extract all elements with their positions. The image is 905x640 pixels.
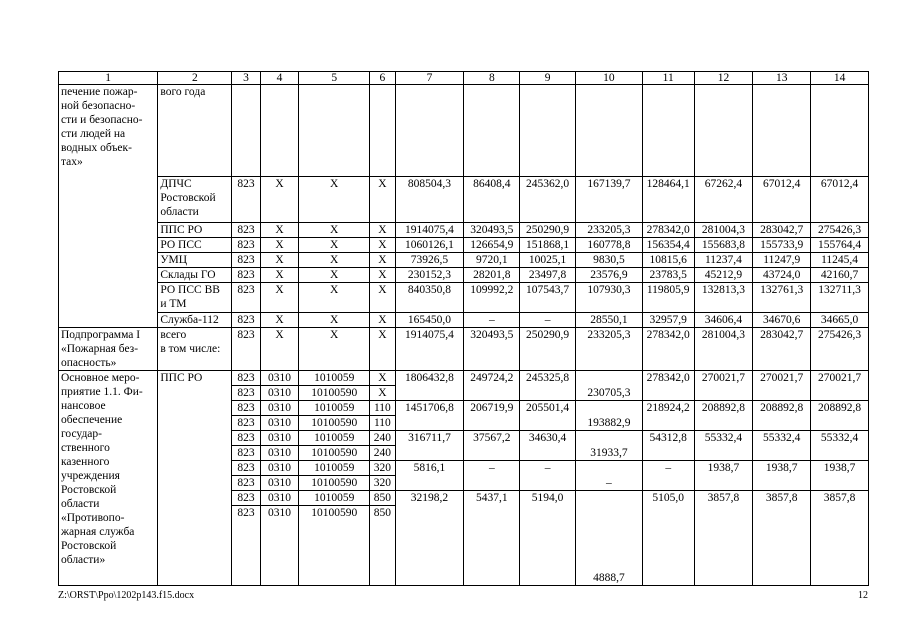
- table-cell: Х: [370, 268, 395, 283]
- table-cell: 320493,5: [464, 328, 520, 371]
- column-number: 3: [232, 72, 260, 85]
- table-cell: 0310: [260, 506, 299, 586]
- table-cell: 270021,7: [694, 371, 753, 401]
- table-cell: [811, 85, 869, 177]
- table-cell: 230152,3: [395, 268, 464, 283]
- table-cell: 67262,4: [694, 177, 753, 223]
- table-cell: 10815,6: [642, 253, 694, 268]
- table-cell: Х: [370, 238, 395, 253]
- table-cell: 34606,4: [694, 313, 753, 328]
- table-cell: 10025,1: [520, 253, 576, 268]
- table-row: [59, 253, 869, 268]
- table-cell: 850: [370, 491, 395, 506]
- table-cell: 9720,1: [464, 253, 520, 268]
- table-cell: 45212,9: [694, 268, 753, 283]
- executor: РО ПСС ВВ и ТМ: [158, 283, 232, 313]
- table-cell: 283042,7: [753, 223, 811, 238]
- table-cell: 1010059: [299, 371, 370, 386]
- executor: РО ПСС: [158, 238, 232, 253]
- table-cell: 34630,4: [520, 431, 576, 461]
- table-cell: 1938,7: [694, 461, 753, 491]
- table-cell: 32198,2: [395, 491, 464, 586]
- table-cell: –: [520, 461, 576, 491]
- table-cell: 28550,1: [575, 313, 642, 328]
- table-cell: 1806432,8: [395, 371, 464, 401]
- table-cell: 208892,8: [753, 401, 811, 431]
- table-cell: 110: [370, 416, 395, 431]
- table-cell: 9830,5: [575, 253, 642, 268]
- column-number: 4: [260, 72, 299, 85]
- table-cell: 230705,3: [575, 371, 642, 401]
- table-cell: 34670,6: [753, 313, 811, 328]
- table-cell: 1060126,1: [395, 238, 464, 253]
- table-cell: –: [464, 461, 520, 491]
- table-cell: 208892,8: [811, 401, 869, 431]
- file-path: Z:\ORST\Ppo\1202p143.f15.docx: [58, 590, 195, 601]
- table-cell: 107543,7: [520, 283, 576, 313]
- table-cell: 233205,3: [575, 328, 642, 371]
- table-cell: 23576,9: [575, 268, 642, 283]
- table-cell: 132813,3: [694, 283, 753, 313]
- table-cell: 0310: [260, 491, 299, 506]
- executor: ДПЧС Ростовской области: [158, 177, 232, 223]
- table-cell: Х: [260, 253, 299, 268]
- table-cell: [395, 85, 464, 177]
- table-cell: 823: [232, 223, 260, 238]
- measure-name: Основное меро- приятие 1.1. Фи- нансовое обеспечение государ- ственного казенного учреждения Ростовской области «Противопо- жарная служба Ростовской области»: [59, 371, 158, 586]
- table-cell: 1010059: [299, 401, 370, 416]
- table-cell: 32957,9: [642, 313, 694, 328]
- table-cell: 249724,2: [464, 371, 520, 401]
- table-cell: 823: [232, 491, 260, 506]
- table-cell: 0310: [260, 446, 299, 461]
- table-cell: [299, 85, 370, 177]
- column-number: 8: [464, 72, 520, 85]
- table-cell: 245325,8: [520, 371, 576, 401]
- table-cell: Х: [299, 177, 370, 223]
- table-cell: –: [642, 461, 694, 491]
- table-cell: 4888,7: [575, 491, 642, 586]
- table-cell: Х: [370, 177, 395, 223]
- subprogram-name: Подпрограмма I «Пожарная без- опасность»: [59, 328, 158, 371]
- table-cell: 808504,3: [395, 177, 464, 223]
- table-cell: 823: [232, 506, 260, 586]
- table-cell: 119805,9: [642, 283, 694, 313]
- table-cell: 43724,0: [753, 268, 811, 283]
- table-cell: 0310: [260, 386, 299, 401]
- table-cell: 1010059: [299, 461, 370, 476]
- table-cell: Х: [370, 313, 395, 328]
- table-cell: 23783,5: [642, 268, 694, 283]
- table-cell: 86408,4: [464, 177, 520, 223]
- table-cell: 37567,2: [464, 431, 520, 461]
- column-number: 1: [59, 72, 158, 85]
- table-cell: 1010059: [299, 491, 370, 506]
- table-cell: Х: [260, 177, 299, 223]
- table-cell: 11237,4: [694, 253, 753, 268]
- table-cell: 10100590: [299, 386, 370, 401]
- table-cell: 823: [232, 401, 260, 416]
- table-cell: 1938,7: [811, 461, 869, 491]
- table-cell: 250290,9: [520, 223, 576, 238]
- table-cell: Х: [370, 371, 395, 386]
- table-cell: 823: [232, 253, 260, 268]
- table-cell: 5437,1: [464, 491, 520, 586]
- table-cell: 1914075,4: [395, 223, 464, 238]
- table-cell: 281004,3: [694, 223, 753, 238]
- table-cell: 126654,9: [464, 238, 520, 253]
- table-cell: 823: [232, 177, 260, 223]
- table-cell: 823: [232, 461, 260, 476]
- table-cell: 11247,9: [753, 253, 811, 268]
- column-number: 7: [395, 72, 464, 85]
- table-cell: 3857,8: [694, 491, 753, 586]
- table-cell: 823: [232, 446, 260, 461]
- executor: ППС РО: [158, 223, 232, 238]
- table-cell: 233205,3: [575, 223, 642, 238]
- table-cell: Х: [299, 223, 370, 238]
- table-cell: 205501,4: [520, 401, 576, 431]
- table-cell: Х: [260, 313, 299, 328]
- table-cell: 823: [232, 313, 260, 328]
- table-cell: 240: [370, 446, 395, 461]
- table-cell: 1010059: [299, 431, 370, 446]
- table-cell: 823: [232, 283, 260, 313]
- table-cell: Х: [299, 253, 370, 268]
- table-cell: 823: [232, 386, 260, 401]
- table-cell: 42160,7: [811, 268, 869, 283]
- table-row: [59, 85, 869, 177]
- table-cell: 23497,8: [520, 268, 576, 283]
- header-row: [59, 72, 869, 85]
- column-number: 12: [694, 72, 753, 85]
- executor: УМЦ: [158, 253, 232, 268]
- column-number: 5: [299, 72, 370, 85]
- table-cell: 206719,9: [464, 401, 520, 431]
- table-cell: Х: [260, 223, 299, 238]
- table-cell: вого года: [158, 85, 232, 177]
- column-number: 11: [642, 72, 694, 85]
- table-cell: 0310: [260, 431, 299, 446]
- table-cell: Х: [370, 223, 395, 238]
- table-cell: 0310: [260, 476, 299, 491]
- column-number: 6: [370, 72, 395, 85]
- table-cell: 10100590: [299, 476, 370, 491]
- table-cell: Х: [299, 313, 370, 328]
- table-cell: Х: [299, 238, 370, 253]
- table-cell: [753, 85, 811, 177]
- table-cell: 270021,7: [811, 371, 869, 401]
- table-cell: 160778,8: [575, 238, 642, 253]
- table-cell: [232, 85, 260, 177]
- table-cell: [464, 85, 520, 177]
- column-number: 2: [158, 72, 232, 85]
- table-cell: всего в том числе:: [158, 328, 232, 371]
- table-cell: 73926,5: [395, 253, 464, 268]
- table-cell: 167139,7: [575, 177, 642, 223]
- table-cell: 28201,8: [464, 268, 520, 283]
- table-cell: 823: [232, 476, 260, 491]
- table-cell: –: [575, 461, 642, 491]
- program-name: печение пожар- ной безопасно- сти и безопасно- сти людей на водных объек- тах»: [59, 85, 158, 328]
- table-cell: 850: [370, 506, 395, 586]
- table-row: [59, 238, 869, 253]
- table-cell: Х: [370, 386, 395, 401]
- table-cell: 823: [232, 268, 260, 283]
- table-cell: 11245,4: [811, 253, 869, 268]
- table-cell: Х: [260, 238, 299, 253]
- table-cell: 0310: [260, 371, 299, 386]
- table-row: [59, 371, 869, 386]
- table-cell: 5194,0: [520, 491, 576, 586]
- table-row: [59, 268, 869, 283]
- table-cell: 0310: [260, 401, 299, 416]
- table-row: [59, 328, 869, 371]
- table-cell: –: [464, 313, 520, 328]
- table-cell: 278342,0: [642, 328, 694, 371]
- table-cell: 823: [232, 431, 260, 446]
- table-cell: [642, 85, 694, 177]
- table-cell: 10100590: [299, 416, 370, 431]
- table-cell: [260, 85, 299, 177]
- column-number: 9: [520, 72, 576, 85]
- table-cell: 823: [232, 328, 260, 371]
- table-cell: 10100590: [299, 446, 370, 461]
- table-cell: 283042,7: [753, 328, 811, 371]
- table-cell: 110: [370, 401, 395, 416]
- table-row: [59, 313, 869, 328]
- table-cell: 55332,4: [694, 431, 753, 461]
- table-cell: 823: [232, 238, 260, 253]
- executor: Служба-112: [158, 313, 232, 328]
- table-cell: 155733,9: [753, 238, 811, 253]
- table-cell: [520, 85, 576, 177]
- table-cell: 1914075,4: [395, 328, 464, 371]
- table-row: [59, 283, 869, 313]
- table-cell: 270021,7: [753, 371, 811, 401]
- table-cell: 250290,9: [520, 328, 576, 371]
- executor: ППС РО: [158, 371, 232, 586]
- table-cell: 320: [370, 461, 395, 476]
- table-cell: 5105,0: [642, 491, 694, 586]
- table-cell: 107930,3: [575, 283, 642, 313]
- table-cell: 132761,3: [753, 283, 811, 313]
- table-cell: 281004,3: [694, 328, 753, 371]
- table-cell: Х: [370, 283, 395, 313]
- table-cell: Х: [299, 268, 370, 283]
- table-cell: 823: [232, 371, 260, 386]
- table-cell: 109992,2: [464, 283, 520, 313]
- table-cell: 155683,8: [694, 238, 753, 253]
- table-cell: Х: [260, 328, 299, 371]
- table-cell: 208892,8: [694, 401, 753, 431]
- table-row: [59, 177, 869, 223]
- table-cell: 54312,8: [642, 431, 694, 461]
- table-cell: 55332,4: [753, 431, 811, 461]
- table-cell: Х: [370, 328, 395, 371]
- column-number: 10: [575, 72, 642, 85]
- table-cell: 278342,0: [642, 371, 694, 401]
- table-cell: [370, 85, 395, 177]
- table-cell: 34665,0: [811, 313, 869, 328]
- table-cell: 218924,2: [642, 401, 694, 431]
- table-cell: 275426,3: [811, 328, 869, 371]
- executor: Склады ГО: [158, 268, 232, 283]
- table-cell: 316711,7: [395, 431, 464, 461]
- budget-table: [58, 71, 869, 586]
- table-cell: 840350,8: [395, 283, 464, 313]
- table-cell: 245362,0: [520, 177, 576, 223]
- table-cell: 320: [370, 476, 395, 491]
- table-cell: Х: [370, 253, 395, 268]
- table-cell: [694, 85, 753, 177]
- table-cell: 5816,1: [395, 461, 464, 491]
- table-cell: 67012,4: [753, 177, 811, 223]
- table-cell: 240: [370, 431, 395, 446]
- table-cell: 156354,4: [642, 238, 694, 253]
- table-cell: Х: [299, 283, 370, 313]
- table-cell: 275426,3: [811, 223, 869, 238]
- table-cell: 31933,7: [575, 431, 642, 461]
- table-cell: 3857,8: [753, 491, 811, 586]
- column-number: 13: [753, 72, 811, 85]
- table-cell: 320493,5: [464, 223, 520, 238]
- table-cell: 3857,8: [811, 491, 869, 586]
- table-cell: 278342,0: [642, 223, 694, 238]
- table-cell: 67012,4: [811, 177, 869, 223]
- table-cell: [575, 85, 642, 177]
- table-cell: 132711,3: [811, 283, 869, 313]
- table-cell: 165450,0: [395, 313, 464, 328]
- table-cell: 128464,1: [642, 177, 694, 223]
- table-cell: –: [520, 313, 576, 328]
- table-cell: 0310: [260, 416, 299, 431]
- table-cell: 0310: [260, 461, 299, 476]
- table-cell: 55332,4: [811, 431, 869, 461]
- page-number: 12: [858, 590, 868, 601]
- column-number: 14: [811, 72, 869, 85]
- table-cell: 155764,4: [811, 238, 869, 253]
- table-row: [59, 223, 869, 238]
- table-cell: Х: [260, 268, 299, 283]
- table-cell: 10100590: [299, 506, 370, 586]
- table-cell: 823: [232, 416, 260, 431]
- table-cell: 1451706,8: [395, 401, 464, 431]
- table-cell: 193882,9: [575, 401, 642, 431]
- table-cell: 1938,7: [753, 461, 811, 491]
- table-cell: Х: [260, 283, 299, 313]
- table-cell: Х: [299, 328, 370, 371]
- table-cell: 151868,1: [520, 238, 576, 253]
